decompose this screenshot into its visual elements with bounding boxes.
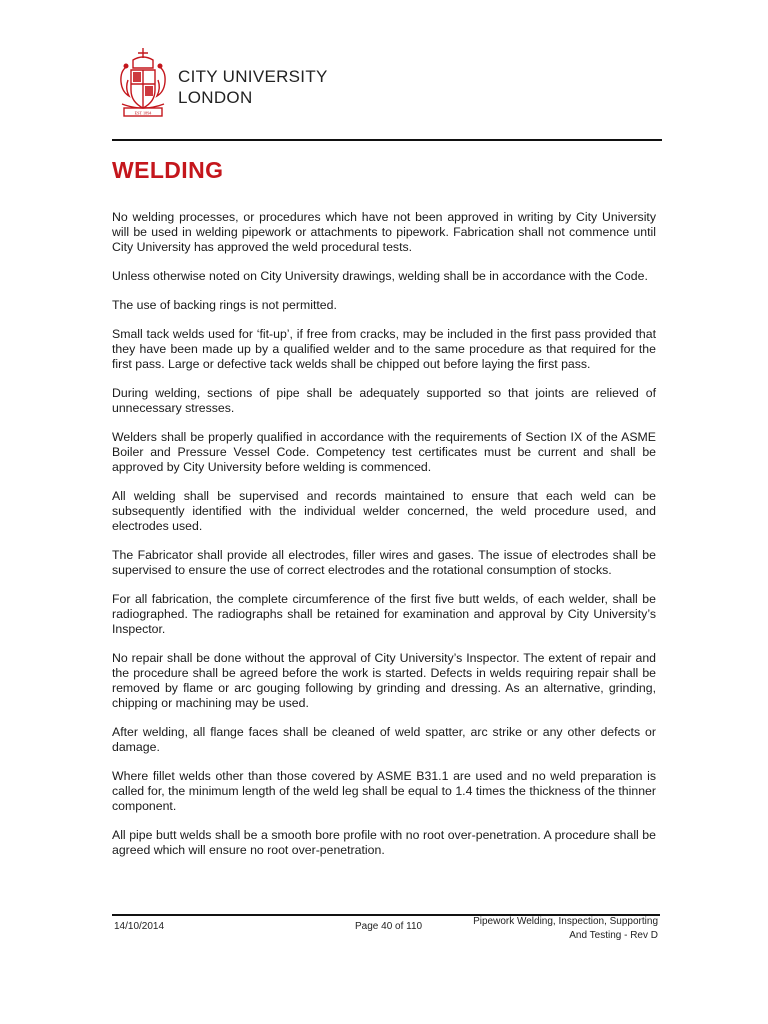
crest-text: EST 1894 xyxy=(134,110,152,116)
paragraph: Where fillet welds other than those covered by ASME B31.1 are used and no weld preparation is called for, the minimum length of the weld leg shall be equal to 1.4 times the thickness of the thinner component. xyxy=(112,769,656,813)
paragraph: The use of backing rings is not permitted. xyxy=(112,298,337,312)
paragraph: During welding, sections of pipe shall be adequately supported so that joints are relieved of unnecessary stresses. xyxy=(112,386,656,415)
footer-document-title xyxy=(473,915,658,943)
university-logo xyxy=(116,44,366,124)
paragraph: After welding, all flange faces shall be cleaned of weld spatter, arc strike or any other defects or damage. xyxy=(112,725,656,754)
logo-line-2: LONDON xyxy=(178,88,253,107)
crest-icon xyxy=(116,44,170,124)
footer-page-number: Page 40 of 110 xyxy=(355,921,423,932)
paragraph: The Fabricator shall provide all electrodes, filler wires and gases. The issue of electrodes shall be supervised to ensure the use of correct electrodes and the rotational consumption of stocks. xyxy=(112,548,656,577)
header-rule xyxy=(112,139,662,141)
paragraph: Small tack welds used for ‘fit-up’, if free from cracks, may be included in the first pass provided that they have been made up by a qualified welder and to the same procedure as that required for the first pass. Large or defective tack welds shall be chipped out before laying the first pass. xyxy=(112,327,656,371)
university-name xyxy=(178,66,328,108)
document-body xyxy=(112,210,656,872)
paragraph: Unless otherwise noted on City University drawings, welding shall be in accordance with the Code. xyxy=(112,269,648,283)
paragraph: All pipe butt welds shall be a smooth bore profile with no root over-penetration. A procedure shall be agreed which will ensure no root over-penetration. xyxy=(112,828,656,857)
paragraph: No welding processes, or procedures which have not been approved in writing by City University will be used in welding pipework or attachments to pipework. Fabrication shall not commence until City University has approved the weld procedural tests. xyxy=(112,210,656,254)
footer-date: 14/10/2014 xyxy=(114,921,165,932)
paragraph: Welders shall be properly qualified in accordance with the requirements of Section IX of the ASME Boiler and Pressure Vessel Code. Competency test certificates must be current and shall be approved by City University before welding is commenced. xyxy=(112,430,656,474)
section-title: WELDING xyxy=(112,157,224,183)
footer-title-line-2: And Testing - Rev D xyxy=(569,930,658,941)
paragraph: No repair shall be done without the approval of City University’s Inspector. The extent of repair and the procedure shall be agreed before the work is started. Defects in welds requiring repair shall be removed by flame or arc gouging following by grinding and dressing. As an alternative, grinding, chipping or machining may be used. xyxy=(112,651,656,710)
paragraph: All welding shall be supervised and records maintained to ensure that each weld can be subsequently identified with the individual welder concerned, the weld procedure used, and electrodes used. xyxy=(112,489,656,533)
logo-line-1: CITY UNIVERSITY xyxy=(178,67,328,86)
footer-title-line-1: Pipework Welding, Inspection, Supporting xyxy=(473,916,658,927)
paragraph: For all fabrication, the complete circumference of the first five butt welds, of each welder, shall be radiographed. The radiographs shall be retained for examination and approval by City University’s Inspector. xyxy=(112,592,656,636)
